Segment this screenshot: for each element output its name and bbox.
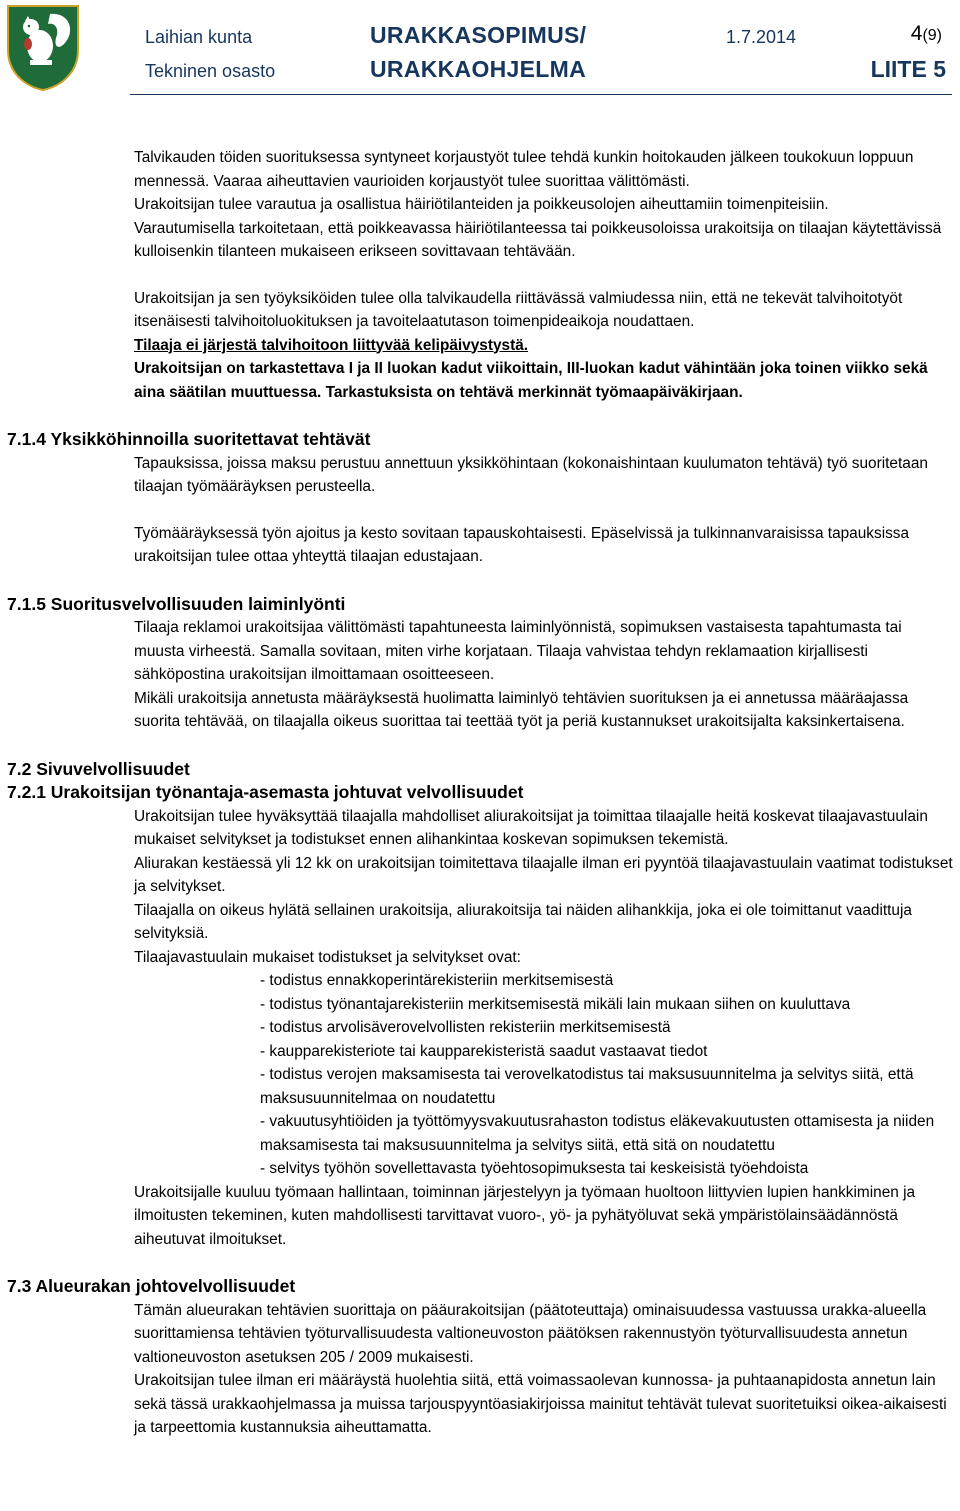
municipality-crest-logo <box>4 2 82 92</box>
paragraph: Tilaajalla on oikeus hylätä sellainen urakoitsija, aliurakoitsija tai näiden alihankkija, joka ei ole toimittanut vaadittuja selvityksiä. <box>134 901 912 942</box>
paragraph: Mikäli urakoitsija annetusta määräyksestä huolimatta laiminlyö tehtävien suorituksen ja ei annetussa määräajassa suorita tehtävää, on tilaajalla oikeus suorittaa tai teettää työt ja periä kustannukset urakoitsijalta kaksinkertaisena. <box>134 689 909 730</box>
paragraph: Aliurakan kestäessä yli 12 kk on urakoitsijan toimitettava tilaajalle ilman eri pyyntöä tilaajavastuulain vaatimat todistukset ja selvitykset. <box>134 854 953 895</box>
list-item: - todistus ennakkoperintärekisteriin merkitsemisestä <box>260 972 614 989</box>
list-item: - todistus arvolisäverovelvollisten rekisteriin merkitsemisestä <box>260 1019 671 1036</box>
certificate-list <box>260 969 960 1181</box>
paragraph: Varautumisella tarkoitetaan, että poikkeavassa häiriötilanteessa tai poikkeusoloissa urakoitsija on tilaajan käytettävissä kulloisenkin tilanteen mukaiseen erikseen sovittavaan tehtävään. <box>134 219 942 260</box>
header-organization: Laihian kunta <box>145 27 253 47</box>
list-item: - vakuutusyhtiöiden ja työttömyysvakuutusrahaston todistus eläkevakuutusten ottamisesta ja niiden maksamisesta tai maksusuunnitelma ja selvitys siitä, että sitä on noudatettu <box>260 1113 935 1154</box>
list-item: - selvitys työhön sovellettavasta työehtosopimuksesta tai keskeisistä työehdoista <box>260 1160 809 1177</box>
section-heading-7-2: 7.2 Sivuvelvollisuudet <box>7 758 190 779</box>
paragraph: Urakoitsijan tulee hyväksyttää tilaajalla mahdolliset aliurakoitsijat ja toimittaa tilaajalle heitä koskevat tilaajavastuulain mukaiset selvitykset ja todistukset ennen alihankintaa koskevan sopimuksen tekemistä. <box>134 807 928 848</box>
section-heading-7-2-1: 7.2.1 Urakoitsijan työnantaja-asemasta johtuvat velvollisuudet <box>7 782 524 802</box>
paragraph: Tapauksissa, joissa maksu perustuu annettuun yksikköhintaan (kokonaishintaan kuulumaton tehtävä) työ suoritetaan tilaajan työmääräyksen perusteella. <box>134 454 928 495</box>
list-item: - todistus verojen maksamisesta tai verovelkatodistus tai maksusuunnitelma ja selvitys siitä, että maksusuunnitelmaa on noudatettu <box>260 1066 914 1107</box>
list-item: - kaupparekisteriote tai kaupparekisteristä saadut vastaavat tiedot <box>260 1042 708 1060</box>
header-department: Tekninen osasto <box>145 61 276 81</box>
underlined-notice: Tilaaja ei järjestä talvihoitoon liittyvää kelipäivystystä. <box>134 336 529 354</box>
section-heading-7-1-5: 7.1.5 Suoritusvelvollisuuden laiminlyönti <box>7 593 346 614</box>
page-total: (9) <box>922 27 942 44</box>
header-title-line2: URAKKAOHJELMA <box>370 56 587 82</box>
section-heading-7-3: 7.3 Alueurakan johtovelvollisuudet <box>7 1276 296 1296</box>
header-divider <box>130 94 952 95</box>
header-date: 1.7.2014 <box>726 27 797 47</box>
crest-squirrel-feet <box>30 60 52 65</box>
crest-squirrel-head <box>23 19 39 35</box>
paragraph: Urakoitsijan tulee varautua ja osallistua häiriötilanteiden ja poikkeusolojen aiheuttamiin toimenpiteisiin. <box>134 196 829 213</box>
document-body <box>0 146 960 1440</box>
page-current: 4 <box>910 22 923 45</box>
paragraph: Urakoitsijan ja sen työyksiköiden tulee olla talvikaudella riittävässä valmiudessa niin, että ne tekevät talvihoitotyöt itsenäisesti talvihoitoluokituksen ja tavoitelaatutason toimenpideaikoja noudattaen. <box>134 289 903 330</box>
paragraph: Talvikauden töiden suorituksessa syntyneet korjaustyöt tulee tehdä kunkin hoitokauden jälkeen toukokuun loppuun mennessä. Vaaraa aiheuttavien vaurioiden korjaustyöt tulee suorittaa välittömästi. <box>134 149 914 190</box>
appendix-label: LIITE 5 <box>870 56 946 82</box>
bold-inspection-requirement: Urakoitsijan on tarkastettava I ja II luokan kadut viikoittain, III-luokan kadut vähintään joka toinen viikko sekä aina säätilan muuttuessa. Tarkastuksista on tehtävä merkinnät työmaapäiväkirjaan. <box>134 360 928 401</box>
paragraph: Urakoitsijalle kuuluu työmaan hallintaan, toiminnan järjestelyyn ja työmaan huoltoon liittyvien lupien hankkiminen ja ilmoitusten tekeminen, kuten mahdollisesti tarvittavat vuoro-, yö- ja pyhätyöluvat sekä ympäristölainsäädännöstä aiheutuvat ilmoitukset. <box>134 1183 916 1248</box>
page-number <box>911 22 942 46</box>
paragraph: Urakoitsijan tulee ilman eri määräystä huolehtia siitä, että voimassaolevan kunnossa- ja puhtaanapidosta annetun lain sekä tässä urakkaohjelmassa ja muissa tarjouspyyntöasiakirjoissa mainitut tehtävät tulevat suoritetuiksi oikea-aikaisesti ja tarpeettomia kustannuksia aiheuttamatta. <box>134 1372 947 1436</box>
paragraph: Tilaaja reklamoi urakoitsijaa välittömästi tapahtuneesta laiminlyönnistä, sopimuksen vastaisesta tapahtumasta tai muusta virheestä. Samalla sovitaan, miten virhe korjataan. Tilaaja vahvistaa tehdyn reklamaation kirjallisesti sähköpostina urakoitsijan ilmoittamaan osoitteeseen. <box>134 619 902 683</box>
section-heading-7-1-4: 7.1.4 Yksikköhinnoilla suoritettavat tehtävät <box>7 429 371 449</box>
list-item: - todistus työnantajarekisteriin merkitsemisestä mikäli lain mukaan siihen on kuuluttava <box>260 995 851 1013</box>
paragraph: Tämän alueurakan tehtävien suorittaja on pääurakoitsijan (päätoteuttaja) ominaisuudessa vastuussa urakka-alueella suorittamiensa tehtävien työturvallisuudesta valtioneuvoston päätöksen rakennustyön työturvallisuudesta annetun valtioneuvoston asetuksen 205 / 2009 mukaisesti. <box>134 1301 927 1366</box>
paragraph: Tilaajavastuulain mukaiset todistukset ja selvitykset ovat: <box>134 948 521 966</box>
header-title-line1: URAKKASOPIMUS/ <box>370 22 587 48</box>
paragraph: Työmääräyksessä työn ajoitus ja kesto sovitaan tapauskohtaisesti. Epäselvissä ja tulkinnanvaraisissa tapauksissa urakoitsijan tulee ottaa yhteyttä tilaajan edustajaan. <box>134 524 910 565</box>
crest-pine-cone <box>24 38 32 50</box>
page-header <box>0 0 960 100</box>
